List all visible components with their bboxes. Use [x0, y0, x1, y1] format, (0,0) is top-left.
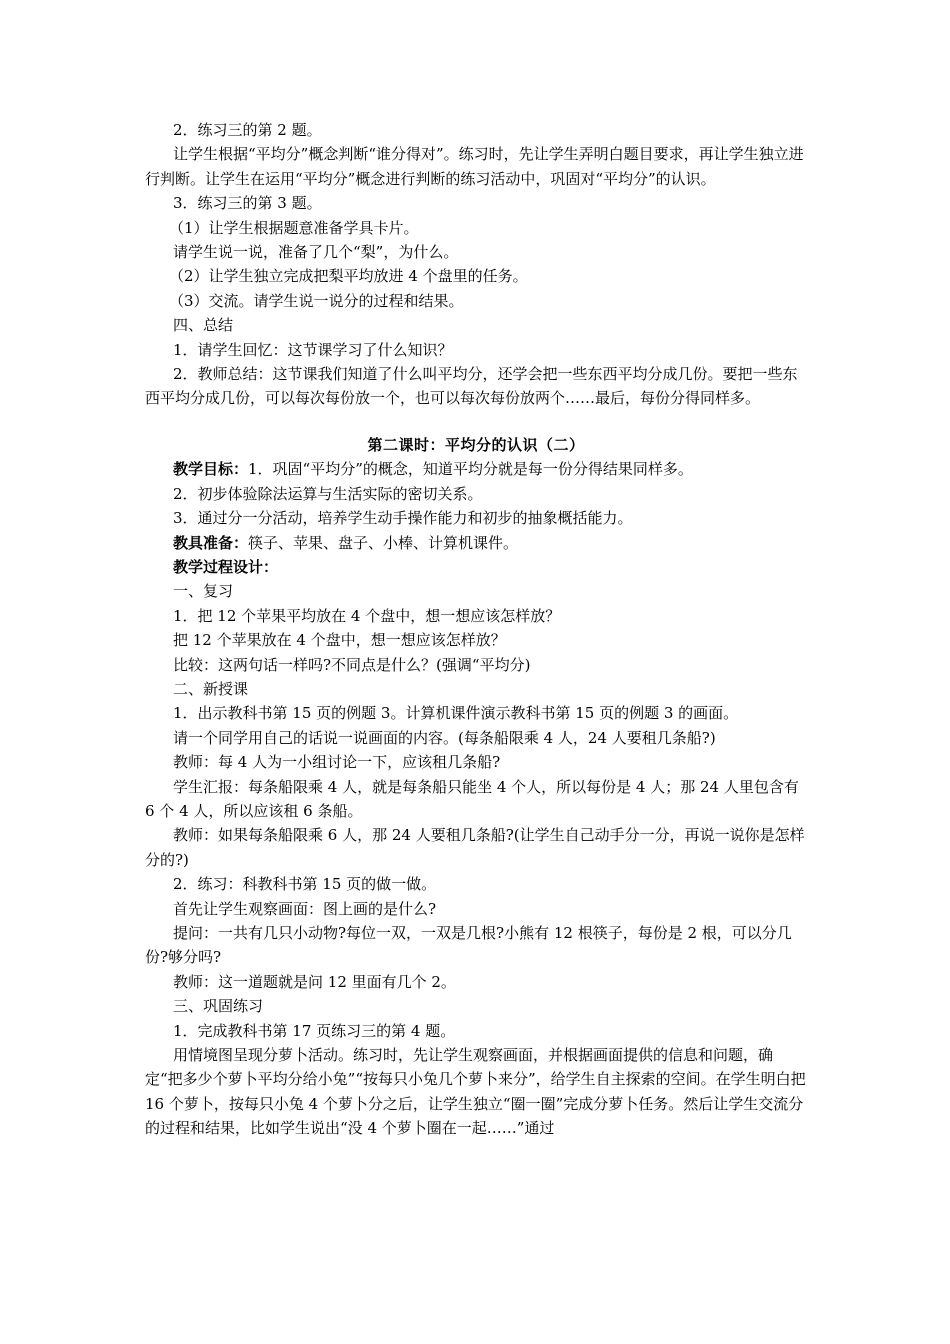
- paragraph: 教师：这一道题就是问 12 里面有几个 2。: [173, 972, 456, 991]
- paragraph: 2．初步体验除法运算与生活实际的密切关系。: [173, 484, 483, 503]
- paragraph: （3）交流。请学生说一说分的过程和结果。: [169, 291, 464, 310]
- paragraph: 首先让学生观察画面：图上画的是什么?: [173, 899, 437, 918]
- section-heading: 三、巩固练习: [173, 997, 264, 1016]
- paragraph: 让学生根据“平均分”概念判断“谁分得对”。练习时，先让学生弄明白题目要求，再让学生独立进行判断。让学生在运用“平均分”概念进行判断的练习活动中，巩固对“平均分”的认识。: [145, 145, 804, 188]
- section-heading: 二、新授课: [173, 679, 249, 698]
- section-heading: 一、复习: [173, 582, 234, 601]
- paragraph: 用情境图呈现分萝卜活动。练习时，先让学生观察画面，并根据画面提供的信息和问题，确定“把多少个萝卜平均分给小兔”“按每只小兔几个萝卜来分”，给学生自主探索的空间。在学生明白把 16 个萝卜，按每只小兔 4 个萝卜分之后，让学生独立“圈一圈”完成分萝卜任务。然后让学生交流分的过程和结果，比如学生说出“没 4 个萝卜圈在一起……”通过: [145, 1046, 806, 1138]
- paragraph: 3．练习三的第 3 题。: [173, 194, 322, 213]
- goal-label: 教学目标：: [173, 460, 249, 479]
- process-label: 教学过程设计：: [173, 557, 279, 576]
- paragraph: 教师：每 4 人为一小组讨论一下，应该租几条船?: [173, 753, 501, 772]
- paragraph: 1．请学生回忆：这节课学习了什么知识？: [173, 340, 453, 359]
- spacer: [145, 411, 807, 433]
- paragraph: 请学生说一说，准备了几个“梨”，为什么。: [173, 243, 459, 262]
- document-page: [145, 118, 807, 1141]
- paragraph: 1．完成教科书第 17 页练习三的第 4 题。: [173, 1021, 456, 1040]
- paragraph: 3．通过分一分活动，培养学生动手操作能力和初步的抽象概括能力。: [173, 509, 633, 528]
- paragraph: 2．教师总结：这节课我们知道了什么叫平均分，还学会把一些东西平均分成几份。要把一些东西平均分成几份，可以每次每份放一个，也可以每次每份放两个……最后，每份分得同样多。: [145, 365, 798, 408]
- paragraph: （2）让学生独立完成把梨平均放进 4 个盘里的任务。: [169, 267, 528, 286]
- section-heading: 四、总结: [173, 316, 234, 335]
- paragraph: 2．练习：科教科书第 15 页的做一做。: [173, 875, 437, 894]
- paragraph: 1．出示教科书第 15 页的例题 3。计算机课件演示教科书第 15 页的例题 3 的画面。: [173, 704, 739, 723]
- process-heading: [145, 555, 807, 579]
- prep-label: 教具准备：: [173, 533, 249, 552]
- prep-text: 筷子、苹果、盘子、小棒、计算机课件。: [248, 533, 519, 552]
- paragraph: （1）让学生根据题意准备学具卡片。: [169, 218, 419, 237]
- paragraph: 把 12 个苹果放在 4 个盘中，想一想应该怎样放？: [173, 631, 506, 650]
- teaching-goal: [145, 457, 807, 481]
- paragraph: 2．练习三的第 2 题。: [173, 121, 322, 139]
- teaching-materials: [145, 531, 807, 555]
- paragraph: 学生汇报：每条船限乘 4 人，就是每条船只能坐 4 个人，所以每份是 4 人；那 24 人里包含有 6 个 4 人，所以应该租 6 条船。: [145, 777, 799, 820]
- goal-text: 1．巩固“平均分”的概念，知道平均分就是每一份分得结果同样多。: [248, 460, 693, 479]
- paragraph: 比较：这两句话一样吗?不同点是什么？(强调“平均分): [173, 655, 531, 674]
- paragraph: 教师：如果每条船限乘 6 人，那 24 人要租几条船?(让学生自己动手分一分，再说一说你是怎样分的?): [145, 826, 805, 869]
- paragraph: 请一个同学用自己的话说一说画面的内容。(每条船限乘 4 人，24 人要租几条船?): [173, 728, 716, 747]
- lesson-title: 第二课时：平均分的认识（二）: [367, 435, 585, 454]
- paragraph: 1．把 12 个苹果平均放在 4 个盘中，想一想应该怎样放？: [173, 606, 561, 625]
- paragraph: 提问：一共有几只小动物?每位一双，一双是几根?小熊有 12 根筷子，每份是 2 根，可以分几份?够分吗?: [145, 924, 792, 967]
